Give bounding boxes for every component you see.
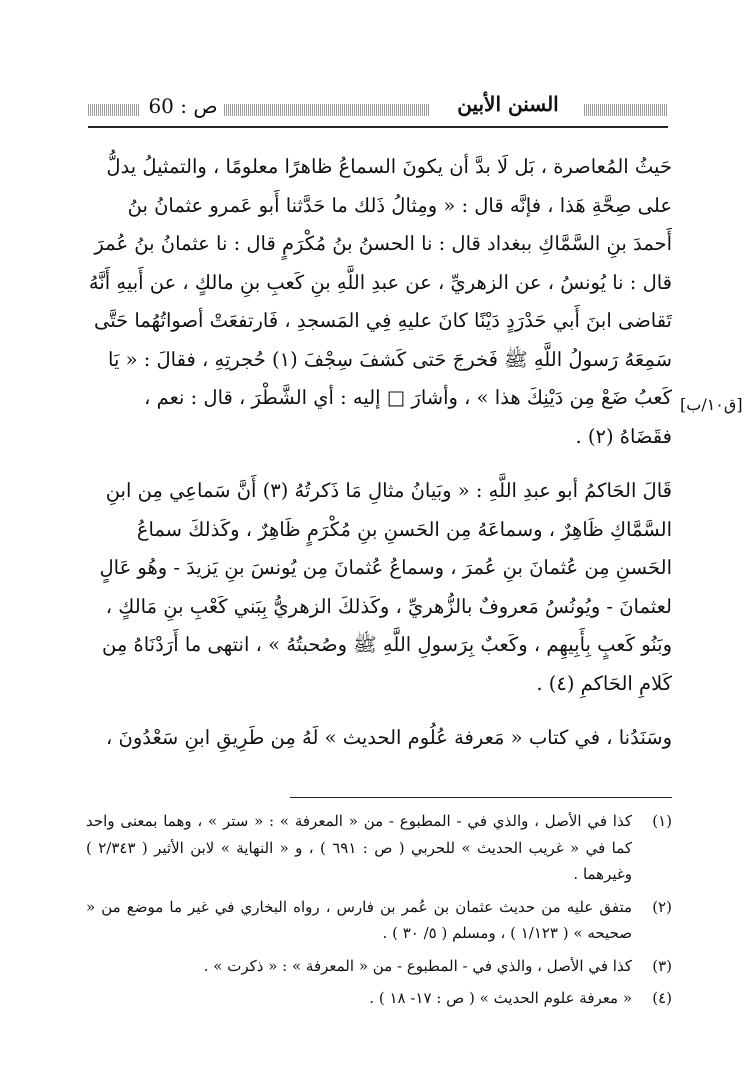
footnote — [86, 894, 672, 947]
footnote-text: كذا في الأصل ، والذي في - المطبوع - من « المعرفة » : « ذكرت » . — [203, 956, 632, 975]
running-header — [88, 92, 668, 128]
footnote-text: كذا في الأصل ، والذي في - المطبوع - من « المعرفة » : « ستر » ، وهما بمعنى واحد كما في « غريب الحديث » للحربي ( ص : ٦٩١ ) ، و « النهاية » لابن الأثير ( ٢/٣٤٣ ) وغيرهما . — [86, 812, 633, 883]
footnote-number: (٤) — [652, 989, 672, 1007]
footnote-text: متفق عليه من حديث عثمان بن عُمر بن فارس ، رواه البخاري في غير ما موضع من « صحيحه » ( ١/١٢٣ ) ، ومسلم ( ٥/ ٣٠ ) . — [86, 897, 632, 942]
footnote-number: (٣) — [652, 956, 672, 975]
footnote-number: (١) — [652, 812, 672, 830]
page-number: ص : 60 — [148, 94, 218, 118]
paragraph: قَالَ الحَاكمُ أبو عبدِ اللَّهِ : « وبَيانُ مثالِ مَا ذَكرتُهُ (٣) أَنَّ سَماعِي مِن ابنِ السَّمَّاكِ ظَاهِرٌ ، وسماعَهُ مِن الحَسنِ بنِ مُكْرَمٍ ظَاهِرٌ ، وكَذلكَ سماعُ الحَسنِ مِن عُثمانَ بنِ عُمرَ ، وسماعُ عُثمانَ مِن يُونسَ بنِ يَزيدَ - وهُو عَالٍ لعثمانَ - ويُونُسُ مَعروفٌ بالزُّهريِّ ، وكَذلكَ الزهريُّ بِبَني كَعْبِ بنِ مَالكٍ ، وبَنُو كَعبٍ بِأَبِيهِم ، وكَعبٌ بِرَسولِ اللَّهِ ﷺ وصُحبتُهُ » ، انتهى ما أَرَدْنَاهُ مِن كَلامِ الحَاكمِ (٤) . — [99, 479, 672, 695]
footnote-text: « معرفة علوم الحديث » ( ص : ١٧- ١٨ ) . — [369, 989, 632, 1007]
footnote — [86, 808, 672, 888]
footnote-number: (٢) — [652, 897, 672, 916]
main-text — [86, 148, 672, 758]
header-rule — [88, 126, 668, 128]
paragraph: حَيثُ المُعاصرة ، بَل لَا بدَّ أن يكونَ السماعُ ظاهرًا معلومًا ، والتمثيلُ يدلُّ على صِحَّةِ هَذا ، فإنَّه قال : « ومِثالُ ذَلك ما حَدَّثنا أَبو عَمرو عثمانُ بنُ أَحمدَ بنِ السَّمَّاكِ ببغداد قال : نا الحسنُ بنُ مُكْرَمٍ قال : نا عثمانُ بنُ عُمرَ قال : نا يُونسُ ، عن الزهريِّ ، عن عبدِ اللَّهِ بنِ كَعبِ بنِ مالكٍ ، عن أَبيهِ أَنَّهُ تَقاضى ابنَ أَبي حَدْرَدٍ دَيْنًا كانَ عليهِ فِي المَسجدِ ، فَارتفعَتْ أصواتُهُما حَتَّى سَمِعَهُ رَسولُ اللَّهِ ﷺ فَخرجَ حَتى كَشفَ سِجْفَ (١) حُجرتِهِ ، فقالَ : « يَا كَعبُ ضَعْ مِن دَيْنِكَ هذا » ، وأشارَ □ إليه : أي الشَّطْرَ ، قال : نعم ، فقَضَاهُ (٢) . — [88, 155, 672, 448]
footnote — [86, 985, 672, 1012]
footnotes — [86, 808, 672, 1018]
header-ornament-middle — [224, 104, 430, 116]
book-title: السنن الأبين — [457, 92, 559, 116]
paragraph: وسَنَدُنا ، في كتاب « مَعرفة عُلُوم الحديث » لَهُ مِن طَرِيقِ ابنِ سَعْدُونَ ، — [106, 726, 672, 749]
manuscript-folio-note: [ق١٠/ب] — [680, 395, 743, 414]
header-ornament-left — [88, 104, 140, 116]
header-ornament-right — [584, 104, 668, 116]
footnote-separator — [290, 797, 672, 798]
footnote — [86, 953, 672, 980]
